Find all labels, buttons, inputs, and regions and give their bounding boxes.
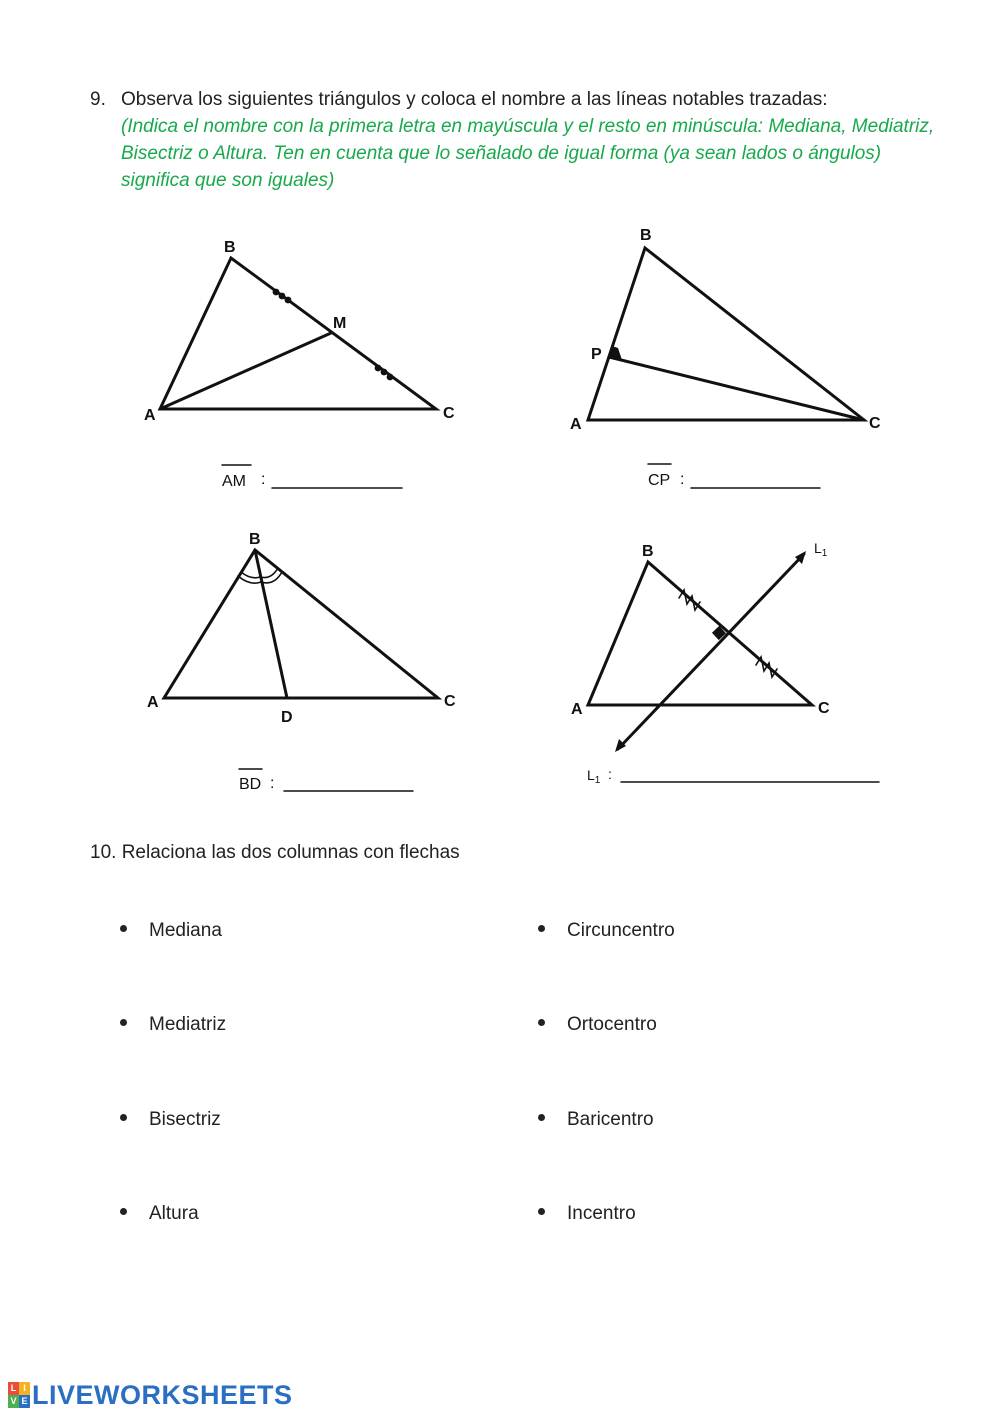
- bullet-icon: [538, 1114, 545, 1121]
- label-a-4: A: [571, 701, 583, 718]
- logo-letter: L: [8, 1382, 19, 1395]
- question-9-number: 9.: [90, 89, 106, 110]
- right-item-incentro[interactable]: Incentro: [538, 1203, 636, 1225]
- logo-letter: E: [19, 1395, 30, 1408]
- answer-label-l1: $L_1$: [587, 767, 601, 786]
- label-p: P: [591, 346, 602, 363]
- question-9-prompt: Observa los siguientes triángulos y coloca el nombre a las líneas notables trazadas:: [121, 89, 828, 110]
- label-d: D: [281, 709, 293, 726]
- label-a-3: A: [147, 694, 159, 711]
- figure-median-triangle: [144, 239, 455, 490]
- label-b-3: B: [249, 531, 261, 548]
- left-item-mediatriz[interactable]: Mediatriz: [120, 1014, 226, 1036]
- answer-colon-1: :: [261, 471, 266, 488]
- triangle-abc-2: [588, 248, 864, 420]
- triangle-abc-4: [588, 562, 812, 705]
- label-a-2: A: [570, 416, 582, 433]
- answer-label-cp: CP: [648, 472, 671, 489]
- figure-perpendicular-bisector-triangle: [571, 540, 879, 786]
- left-item-bisectriz[interactable]: Bisectriz: [120, 1109, 221, 1131]
- right-item-circuncentro[interactable]: Circuncentro: [538, 920, 675, 942]
- figure-altitude-triangle: [570, 227, 881, 489]
- question-10: 10. Relaciona las dos columnas con flechas: [90, 842, 460, 863]
- label-c-4: C: [818, 700, 830, 717]
- figure-bisector-triangle: [147, 531, 456, 793]
- left-item-altura[interactable]: Altura: [120, 1203, 199, 1225]
- label-l1: $L_1$: [814, 540, 828, 559]
- label-c-1: C: [443, 405, 455, 422]
- logo-mark-icon: [8, 1382, 30, 1408]
- label-b-1: B: [224, 239, 236, 256]
- answer-label-bd: BD: [239, 776, 262, 793]
- liveworksheets-logo: [8, 1378, 293, 1412]
- label-a-1: A: [144, 407, 156, 424]
- bullet-icon: [538, 925, 545, 932]
- bullet-icon: [120, 1208, 127, 1215]
- bullet-icon: [538, 1019, 545, 1026]
- bullet-icon: [120, 1019, 127, 1026]
- triangle-abc-3: [164, 550, 438, 698]
- line-l1: [618, 554, 804, 749]
- label-b-2: B: [640, 227, 652, 244]
- bullet-icon: [120, 1114, 127, 1121]
- label-b-4: B: [642, 543, 654, 560]
- logo-letter: I: [19, 1382, 30, 1395]
- label-m: M: [333, 315, 347, 332]
- label-c-3: C: [444, 693, 456, 710]
- left-item-mediana[interactable]: Mediana: [120, 920, 222, 942]
- right-item-baricentro[interactable]: Baricentro: [538, 1109, 654, 1131]
- question-9-instruction: (Indica el nombre con la primera letra en mayúscula y el resto en minúscula: Mediana, Mediatriz, Bisectriz o Altura. Ten en cuenta que lo señalado de igual forma (ya sean lados o ángulos) significa que son iguales): [121, 116, 935, 191]
- answer-colon-2: :: [680, 471, 685, 488]
- bullet-icon: [538, 1208, 545, 1215]
- label-c-2: C: [869, 415, 881, 432]
- logo-wordmark: LIVEWORKSHEETS: [32, 1379, 293, 1410]
- bullet-icon: [120, 925, 127, 932]
- answer-label-am: AM: [222, 473, 246, 490]
- answer-colon-3: :: [270, 775, 275, 792]
- right-item-ortocentro[interactable]: Ortocentro: [538, 1014, 657, 1036]
- answer-colon-4: :: [608, 766, 612, 782]
- segment-am: [160, 333, 331, 409]
- triangle-abc-1: [160, 258, 436, 409]
- logo-letter: V: [8, 1395, 19, 1408]
